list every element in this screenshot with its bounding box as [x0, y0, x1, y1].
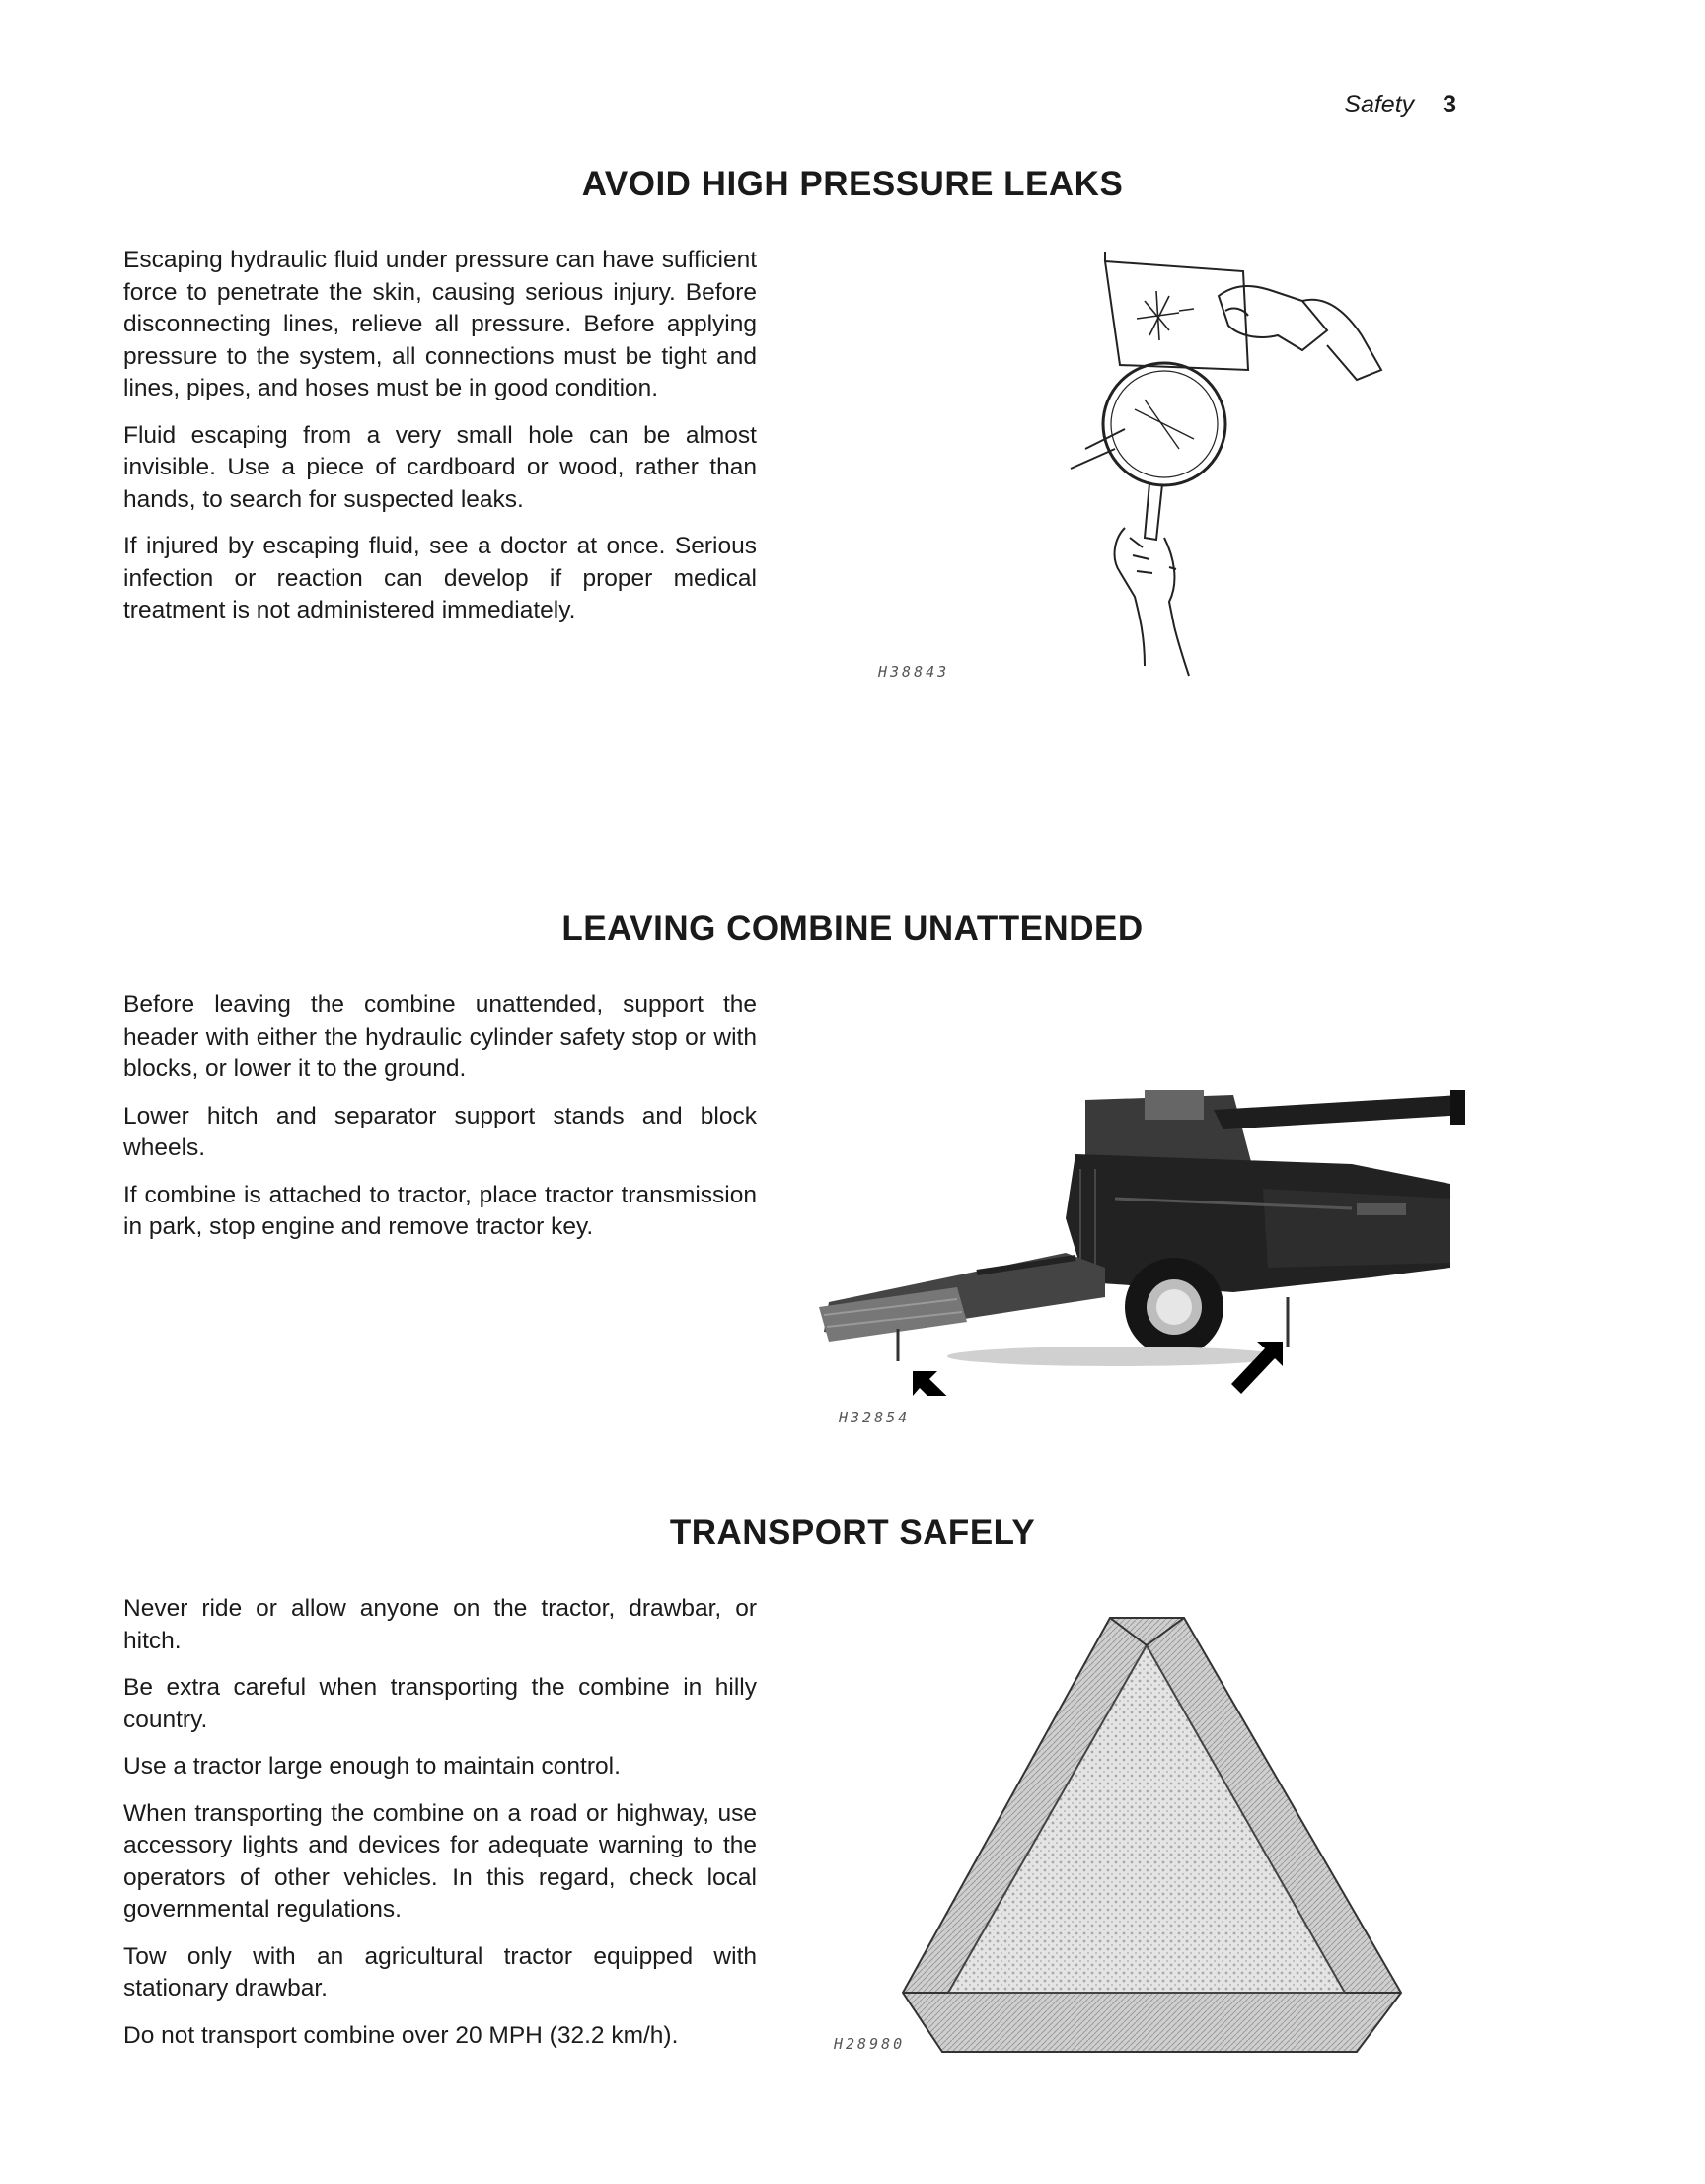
- figure-caption: H28980: [834, 2035, 906, 2053]
- page-number: 3: [1443, 91, 1456, 118]
- paragraph: If injured by escaping fluid, see a doctor at once. Serious infection or reaction can develop if proper medical treatment is not administered immediately.: [123, 533, 757, 623]
- paragraph: When transporting the combine on a road or highway, use accessory lights and devices for adequate warning to the operators of other vehicles. In this regard, check local governmental regulations.: [123, 1799, 757, 1923]
- paragraph: Never ride or allow anyone on the tractor, drawbar, or hitch.: [123, 1595, 757, 1654]
- section-title-leaving-combine: LEAVING COMBINE UNATTENDED: [561, 910, 1144, 948]
- section-title-high-pressure-leaks: AVOID HIGH PRESSURE LEAKS: [581, 165, 1124, 203]
- figure-caption: H32854: [839, 1409, 911, 1426]
- paragraph: Do not transport combine over 20 MPH (32.2 km/h).: [123, 2021, 679, 2049]
- combine-photo: [819, 1070, 1470, 1396]
- slow-moving-vehicle-emblem: [893, 1608, 1416, 2062]
- section-body-leaving-combine: [123, 989, 757, 1259]
- paragraph: Fluid escaping from a very small hole can be almost invisible. Use a piece of cardboard or wood, rather than hands, to search for suspected leaks.: [123, 421, 757, 513]
- figure-caption: H38843: [878, 663, 950, 681]
- section-title-transport-safely: TRANSPORT SAFELY: [669, 1513, 1036, 1552]
- paragraph: Before leaving the combine unattended, support the header with either the hydraulic cylinder safety stop or with blocks, or lower it to the ground.: [123, 991, 757, 1082]
- paragraph: Use a tractor large enough to maintain control.: [123, 1753, 621, 1780]
- section-body-transport-safely: [123, 1593, 757, 2067]
- paragraph: Tow only with an agricultural tractor equipped with stationary drawbar.: [123, 1942, 757, 2002]
- paragraph: Lower hitch and separator support stands and block wheels.: [123, 1102, 757, 1161]
- section-body-high-pressure-leaks: [123, 245, 757, 642]
- page-header: [1344, 91, 1456, 119]
- leak-search-illustration: [1046, 242, 1401, 681]
- paragraph: Be extra careful when transporting the combine in hilly country.: [123, 1674, 757, 1733]
- paragraph: Escaping hydraulic fluid under pressure can have sufficient force to penetrate the skin, causing serious injury. Before disconnecting lines, relieve all pressure. Before applying pressure to the system, all connections must be tight and lines, pipes, and hoses must be in good condition.: [123, 247, 757, 401]
- section-label: Safety: [1344, 91, 1415, 118]
- paragraph: If combine is attached to tractor, place tractor transmission in park, stop engine and remove tractor key.: [123, 1181, 757, 1240]
